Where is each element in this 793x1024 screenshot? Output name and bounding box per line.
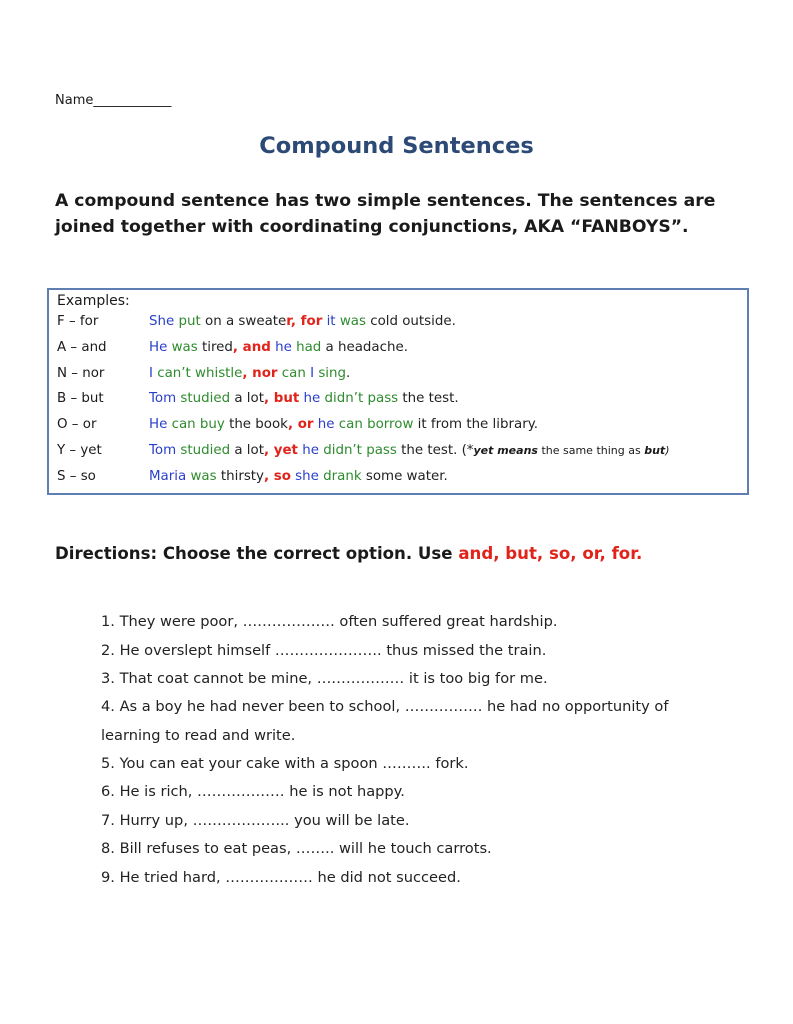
verb: sing [318,366,346,381]
example-sentence: He was tired, and he had a headache. [149,340,408,355]
subject: he [302,443,319,458]
conjunction: r, for [286,314,323,329]
example-code: Y – yet [57,443,102,458]
subject: he [303,391,321,406]
subject: she [295,469,319,484]
example-row-but [57,391,747,411]
example-sentence: I can’t whistle, nor can I sing. [149,366,351,381]
subject: I [310,366,315,381]
subject: Tom [149,391,177,406]
subject: I [149,366,153,381]
example-code: F – for [57,314,99,329]
subject: he [317,417,335,432]
intro-paragraph: A compound sentence has two simple sentences. The sentences are joined together with coordinating conjunctions, AKA “FANBOYS”. [55,191,716,237]
verb: whistle [195,366,243,381]
question-4: 4. As a boy he had never been to school, ……………. he had no opportunity of learning to read and write. [101,698,669,744]
conjunction: , or [287,417,314,432]
verb: didn’t pass [324,391,399,406]
verb: can [281,366,306,381]
verb: didn’t pass [323,443,397,458]
verb: can buy [171,417,225,432]
conjunction: , nor [242,366,278,381]
example-code: B – but [57,391,104,406]
verb: drank [323,469,362,484]
verb: put [178,314,201,329]
directions: Directions: Choose the correct option. Use and, but, so, or, for. [55,544,643,563]
question-9: 9. He tried hard, ……………… he did not succeed. [101,869,461,886]
subject: it [326,314,336,329]
subject: She [149,314,175,329]
subject: He [149,340,168,355]
example-code: O – or [57,417,97,432]
verb: was [171,340,198,355]
example-sentence: Maria was thirsty, so she drank some water. [149,469,448,484]
verb: studied [180,391,231,406]
example-sentence: Tom studied a lot, yet he didn’t pass the test. (*yet means the same thing as but) [149,443,670,458]
question-3: 3. That coat cannot be mine, ……………… it is too big for me. [101,670,548,687]
conjunction: , and [232,340,271,355]
conjunction: , so [263,469,291,484]
yet-note: yet means the same thing as but) [473,444,670,457]
conjunction: , yet [263,443,298,458]
example-row-so [57,469,747,489]
subject: He [149,417,168,432]
example-row-or [57,417,747,437]
question-2: 2. He overslept himself …………………. thus missed the train. [101,642,547,659]
example-sentence: He can buy the book, or he can borrow it from the library. [149,417,538,432]
verb: studied [180,443,231,458]
subject: he [275,340,292,355]
example-sentence: Tom studied a lot, but he didn’t pass the test. [149,391,459,406]
example-code: A – and [57,340,107,355]
page-title: Compound Sentences [259,133,534,159]
verb: can’t [157,366,191,381]
example-code: N – nor [57,366,105,381]
example-row-nor [57,366,747,386]
question-8: 8. Bill refuses to eat peas, …….. will he touch carrots. [101,840,492,857]
subject: Tom [149,443,177,458]
question-6: 6. He is rich, ……………… he is not happy. [101,783,405,800]
examples-box [47,288,749,495]
question-1: 1. They were poor, ………………. often suffered great hardship. [101,613,558,630]
conjunction-options: and, but, so, or, for. [458,544,643,563]
examples-label: Examples: [57,293,130,309]
question-5: 5. You can eat your cake with a spoon ………. fork. [101,755,469,772]
example-code: S – so [57,469,96,484]
example-row-and [57,340,747,360]
verb: had [296,340,322,355]
question-7: 7. Hurry up, ……………….. you will be late. [101,812,410,829]
name-field-line: Name____________ [55,93,172,108]
example-row-yet [57,443,747,463]
verb: can borrow [338,417,414,432]
subject: Maria [149,469,187,484]
verb: was [190,469,217,484]
example-sentence: She put on a sweater, for it was cold outside. [149,314,456,329]
example-row-for [57,314,747,334]
verb: was [339,314,366,329]
conjunction: , but [263,391,300,406]
